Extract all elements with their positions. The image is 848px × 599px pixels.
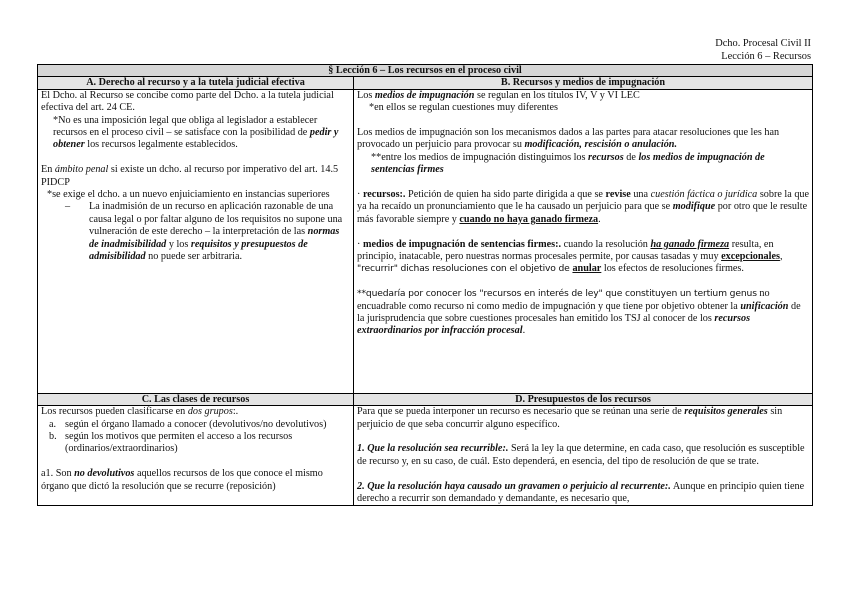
section-c-body: [38, 406, 354, 506]
lesson-table: [37, 64, 813, 506]
section-a-note: *No es una imposición legal que obliga al legislador a establecer recursos en el proceso civil – se satisface con la posibilidad de pedir y obtener los recursos legalmente establecidos.: [53, 114, 339, 151]
section-b-note: **entre los medios de impugnación distinguimos los recursos de los medios de impugnación de sentencias firmes: [371, 151, 765, 176]
section-b-paragraph: · medios de impugnación de sentencias firmes:. cuando la resolución ha ganado firmeza resulta, en principio, inatacable, pero nuestras normas procesales permite, por causas tasadas y muy excepcionales, "recurrir" dichas resoluciones con el objetivo de anular los efectos de resoluciones firmes.: [357, 238, 783, 275]
section-c-heading: C. Las clases de recursos: [38, 393, 354, 405]
section-b-paragraph: Los medios de impugnación son los mecanismos dados a las partes para atacar resoluciones que les han provocado un perjuicio para provocar su modificación, rescisión o anulación.: [357, 127, 780, 151]
section-b-note: *en ellos se regulan cuestiones muy diferentes: [369, 102, 558, 114]
section-b-paragraph: Los medios de impugnación se regulan en los títulos IV, V y VI LEC: [357, 89, 640, 101]
list-item: a. según el órgano llamado a conocer (devolutivos/no devolutivos): [49, 418, 327, 430]
table-title: § Lección 6 – Los recursos en el proceso civil: [38, 65, 813, 77]
section-d-heading: D. Presupuestos de los recursos: [354, 393, 813, 405]
list-item: – La inadmisión de un recurso en aplicación razonable de una causa legal o por faltar alguno de los requisitos no supone una vulneración de este derecho – la interpretación de las normas de inadmisibilidad y los requisitos y presupuestos de admisibilidad no puede ser arbitraria.: [41, 201, 351, 263]
lesson-subtitle: Lección 6 – Recursos: [721, 50, 811, 62]
section-a-note: *se exige el dcho. a un nuevo enjuiciamiento en instancias superiores: [47, 189, 330, 201]
list-item: b. según los motivos que permiten el acceso a los recursos (ordinarios/extraordinarios): [49, 431, 293, 455]
section-d-paragraph: Para que se pueda interponer un recurso es necesario que se reúnan una serie de requisitos generales sin perjuicio de que seba concurrir alguno específico.: [357, 406, 783, 430]
page-header: [715, 38, 811, 63]
section-d-paragraph: 2. Que la resolución haya causado un gravamen o perjuicio al recurrente:. Aunque en principio quien tiene derecho a recurrir son demandado y demandante, es necesario que,: [357, 480, 805, 505]
section-a-paragraph: El Dcho. al Recurso se concibe como parte del Dcho. a la tutela judicial efectiva del art. 24 CE.: [41, 89, 334, 114]
section-a-body: [38, 89, 354, 393]
section-b-heading: B. Recursos y medios de impugnación: [354, 77, 813, 89]
section-a-paragraph: En ámbito penal si existe un dcho. al recurso por imperativo del art. 14.5 PIDCP: [41, 164, 339, 188]
section-d-body: [354, 406, 813, 506]
section-c-list: [41, 419, 351, 456]
section-c-paragraph: Los recursos pueden clasificarse en dos grupos:.: [41, 406, 239, 418]
section-a-heading: A. Derecho al recurso y a la tutela judicial efectiva: [38, 77, 354, 89]
section-b-body: [354, 89, 813, 393]
section-d-paragraph: 1. Que la resolución sea recurrible:. Será la ley la que determine, en cada caso, que resolución es susceptible de recurso y, en su caso, de cuál. Esto dependerá, en esencia, del tipo de resolución de que se trate.: [357, 443, 805, 467]
course-title: Dcho. Procesal Civil II: [715, 38, 811, 49]
section-a-list: [41, 201, 351, 263]
section-b-paragraph: · recursos:. Petición de quien ha sido parte dirigida a que se revise una cuestión fáctica o jurídica sobre la que ya ha recaído un pronunciamiento que le ha causado un perjuicio para que se modifique por otro que le resulte más favorable siempre y cuando no haya ganado firmeza.: [357, 189, 810, 225]
section-b-paragraph: **quedaría por conocer los "recursos en interés de ley" que constituyen un tertium genus no encuadrable como recurso ni como medio de impugnación y que tiene por objetivo obtener la unificación de la jurisprudencia que sobre cuestiones procesales han emitido los TSJ al conocer de los recursos extraordinarios por infracción procesal.: [357, 288, 801, 337]
section-c-paragraph: a1. Son no devolutivos aquellos recursos de los que conoce el mismo órgano que dictó la resolución que se recurre (reposición): [41, 468, 323, 492]
